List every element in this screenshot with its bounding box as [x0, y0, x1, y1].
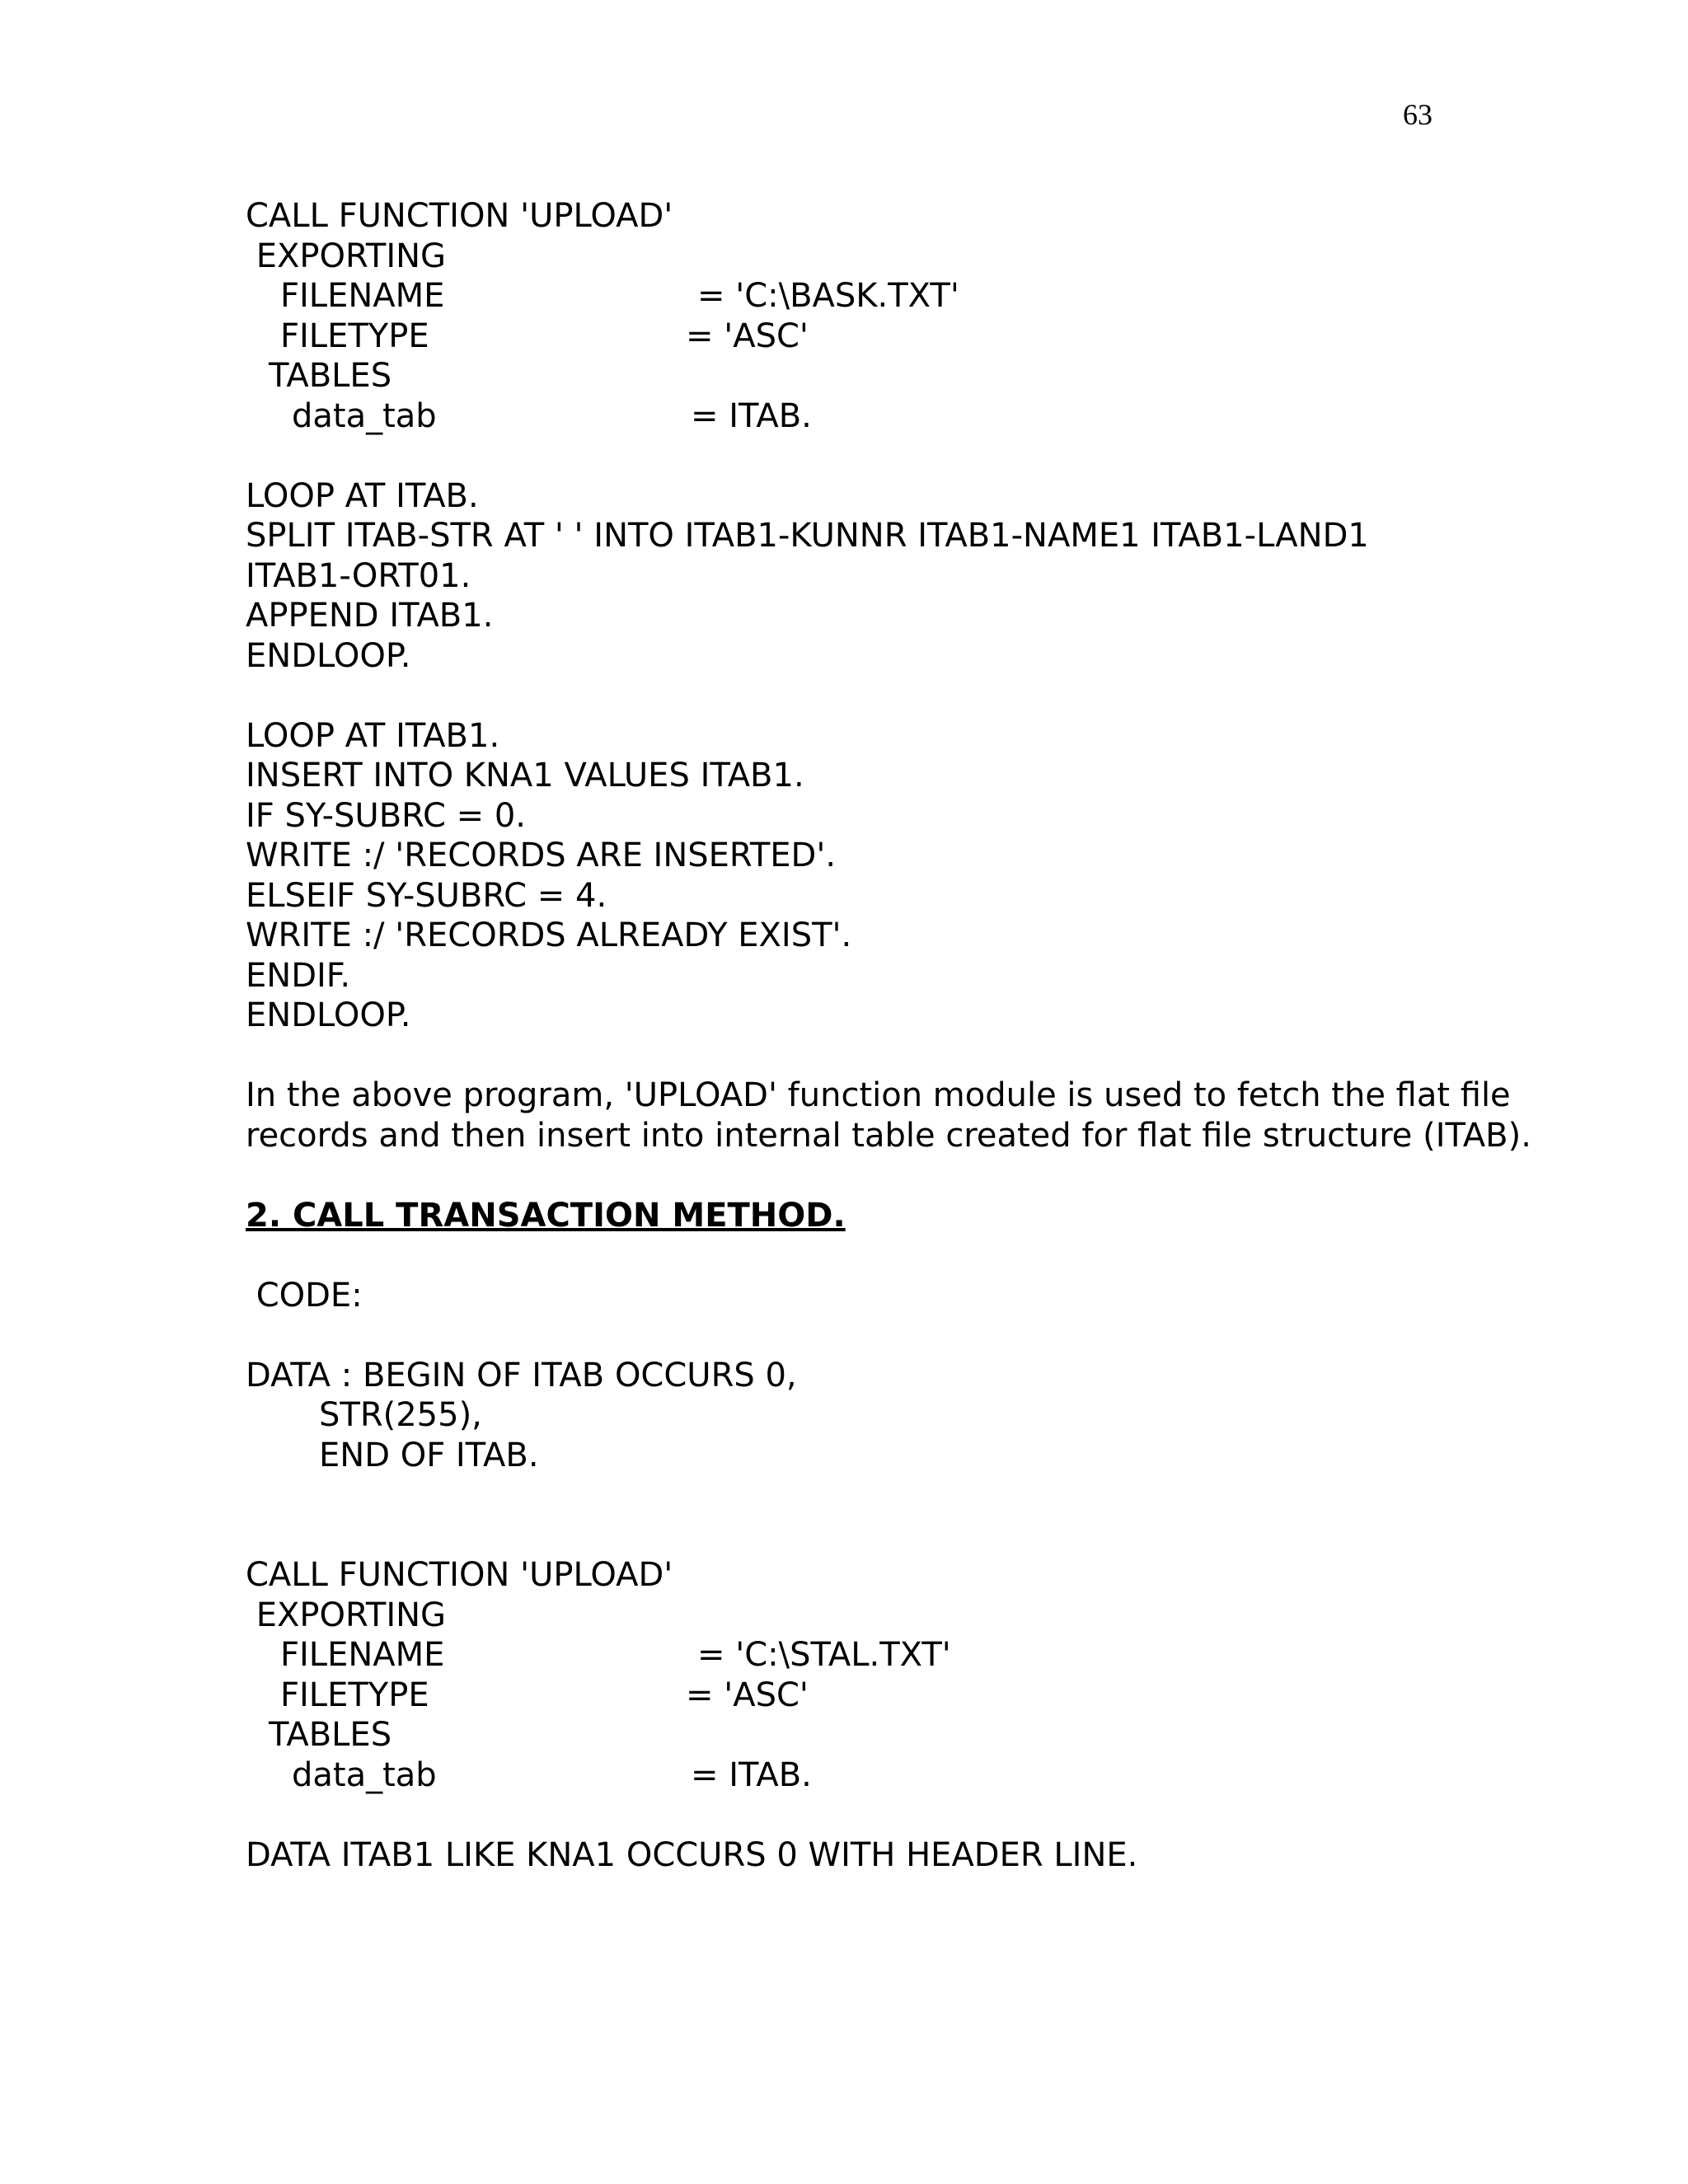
code-line: IF SY-SUBRC = 0. [246, 796, 526, 835]
code-param-row [246, 1755, 1531, 1796]
page-number: 63 [1403, 98, 1432, 131]
code-line: LOOP AT ITAB. [246, 476, 479, 515]
page-content [246, 196, 1531, 1875]
code-line: DATA : BEGIN OF ITAB OCCURS 0, [246, 1356, 797, 1394]
param-name: data_tab [292, 396, 437, 435]
code-line: EXPORTING [246, 1596, 447, 1634]
code-param-row [246, 356, 1531, 396]
section-heading: 2. CALL TRANSACTION METHOD. [246, 1196, 846, 1235]
param-name: FILENAME [280, 277, 445, 315]
code-line: EXPORTING [246, 237, 447, 275]
code-line: ENDIF. [246, 956, 351, 995]
code-param-row [246, 276, 1531, 316]
code-line: ENDLOOP. [246, 996, 411, 1034]
code-line: ELSEIF SY-SUBRC = 4. [246, 876, 607, 915]
upload-call-block-2 [246, 1555, 1531, 1795]
param-name: data_tab [292, 1755, 437, 1794]
code-line: LOOP AT ITAB1. [246, 716, 500, 755]
code-line: CALL FUNCTION 'UPLOAD' [246, 197, 673, 235]
param-value: = 'C:\STAL.TXT' [697, 1636, 951, 1674]
loop-itab-block [246, 476, 1531, 677]
loop-itab1-block [246, 716, 1531, 1036]
code-label: CODE: [246, 1276, 363, 1315]
param-value: = 'C:\BASK.TXT' [697, 277, 959, 315]
code-param-row [246, 316, 1531, 357]
param-name: FILETYPE [280, 1675, 429, 1714]
data-declaration-block [246, 1356, 1531, 1476]
explanation-paragraph: In the above program, 'UPLOAD' function module is used to fetch the flat file records and then insert into internal table created for flat file structure (ITAB). [246, 1076, 1531, 1155]
code-param-row [246, 396, 1531, 437]
code-line: CALL FUNCTION 'UPLOAD' [246, 1556, 673, 1594]
param-value: = 'ASC' [686, 1675, 809, 1714]
code-param-row [246, 1675, 1531, 1716]
param-value: = ITAB. [691, 1755, 812, 1794]
code-line: DATA ITAB1 LIKE KNA1 OCCURS 0 WITH HEADER LINE. [246, 1835, 1138, 1874]
code-line: APPEND ITAB1. [246, 597, 494, 635]
code-line: STR(255), [246, 1396, 482, 1434]
code-line: ENDLOOP. [246, 636, 411, 675]
code-line: SPLIT ITAB-STR AT ' ' INTO ITAB1-KUNNR ITAB1-NAME1 ITAB1-LAND1 [246, 517, 1369, 555]
param-name: TABLES [269, 1716, 392, 1754]
param-value: = ITAB. [691, 396, 812, 435]
code-param-row [246, 1715, 1531, 1755]
code-line: ITAB1-ORT01. [246, 556, 471, 595]
param-value: = 'ASC' [686, 316, 809, 355]
upload-call-block-1 [246, 196, 1531, 436]
code-line: END OF ITAB. [246, 1436, 539, 1474]
param-name: FILETYPE [280, 316, 429, 355]
code-line: WRITE :/ 'RECORDS ARE INSERTED'. [246, 837, 837, 874]
param-name: TABLES [269, 357, 392, 395]
param-name: FILENAME [280, 1636, 445, 1674]
code-line: WRITE :/ 'RECORDS ALREADY EXIST'. [246, 916, 852, 954]
code-param-row [246, 1635, 1531, 1675]
code-line: INSERT INTO KNA1 VALUES ITAB1. [246, 757, 804, 794]
